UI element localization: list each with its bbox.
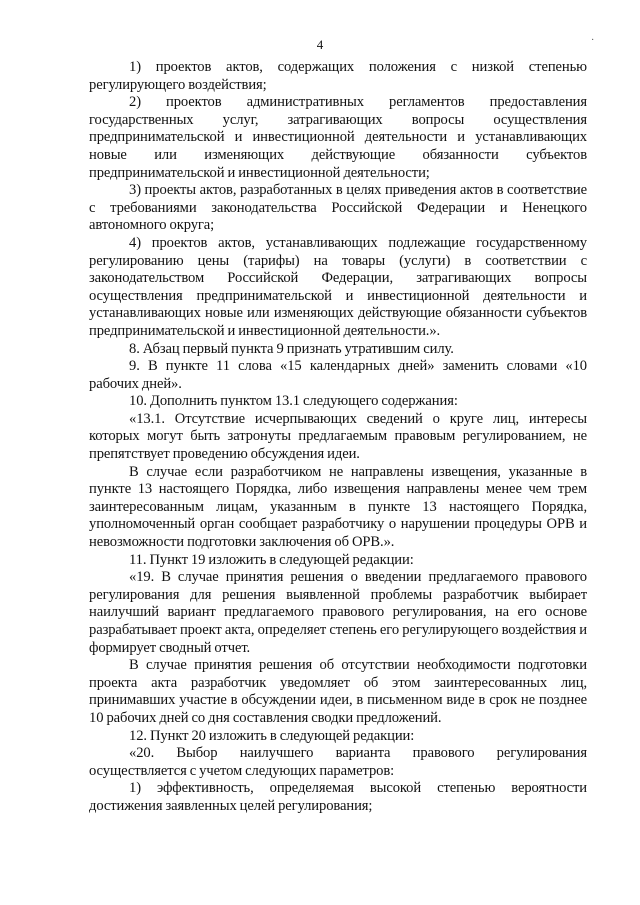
paragraph-point-8: 8. Абзац первый пункта 9 признать утратившим силу. xyxy=(129,340,454,357)
paragraph-clause-13-1: «13.1. Отсутствие исчерпывающих сведений о круге лиц, интересы которых могут быть затронуты предлагаемым правовым регулированием, не препятствует проведению обсуждения идеи. xyxy=(89,410,587,463)
paragraph-clause-19-cont: В случае принятия решения об отсутствии необходимости подготовки проекта акта разработчик уведомляет об этом заинтересованных лиц, принимавших участие в обсуждении идеи, в письменном виде в срок не позднее 10 рабочих дней со дня составления сводки предложений. xyxy=(89,657,587,726)
corner-mark: · xyxy=(591,35,595,46)
paragraph-clause-13-1-cont: В случае если разработчиком не направлены извещения, указанные в пункте 13 настоящего Порядка, либо извещения направлены менее чем трем заинтересованным лицам, указанным в пункте 13 настоящего Порядка, уполномоченный орган сообщает разработчику о нарушении процедуры ОРВ и невозможности подготовки заключения об ОРВ.». xyxy=(89,463,587,551)
page-number: 4 xyxy=(316,37,324,52)
paragraph-clause-20-item-1: 1) эффективность, определяемая высокой степенью вероятности достижения заявленных целей регулирования; xyxy=(89,780,587,814)
document-body xyxy=(89,59,587,816)
paragraph-point-12: 12. Пункт 20 изложить в следующей редакции: xyxy=(129,727,415,744)
paragraph-point-10: 10. Дополнить пунктом 13.1 следующего содержания: xyxy=(129,393,458,410)
paragraph-item-3: 3) проекты актов, разработанных в целях приведения актов в соответствие с требованиями законодательства Российской Федерации и Ненецкого автономного округа; xyxy=(89,182,587,234)
paragraph-point-11: 11. Пункт 19 изложить в следующей редакции: xyxy=(129,551,414,568)
paragraph-clause-19: «19. В случае принятия решения о введении предлагаемого правового регулирования для решения выявленной проблемы разработчик выбирает наилучший вариант предлагаемого правового регулирования, на его основе разрабатывает проект акта, определяет степень его регулирующего воздействия и формирует сводный отчет. xyxy=(89,569,587,656)
paragraph-clause-20: «20. Выбор наилучшего варианта правового регулирования осуществляется с учетом следующих параметров: xyxy=(89,745,587,779)
paragraph-item-1: 1) проектов актов, содержащих положения с низкой степенью регулирующего воздействия; xyxy=(89,59,587,93)
paragraph-point-9: 9. В пункте 11 слова «15 календарных дней» заменить словами «10 рабочих дней». xyxy=(89,358,587,392)
paragraph-item-4: 4) проектов актов, устанавливающих подлежащие государственному регулированию цены (тарифы) на товары (услуги) в соответствии с законодательством Российской Федерации, затрагивающих вопросы осуществления предпринимательской и инвестиционной деятельности и устанавливающих новые или изменяющих действующие обязанности субъектов предпринимательской и инвестиционной деятельности.». xyxy=(89,234,587,339)
paragraph-item-2: 2) проектов административных регламентов предоставления государственных услуг, затрагивающих вопросы осуществления предпринимательской и инвестиционной деятельности и устанавливающих новые или изменяющих действующие обязанности субъектов предпринимательской и инвестиционной деятельности; xyxy=(89,94,587,181)
